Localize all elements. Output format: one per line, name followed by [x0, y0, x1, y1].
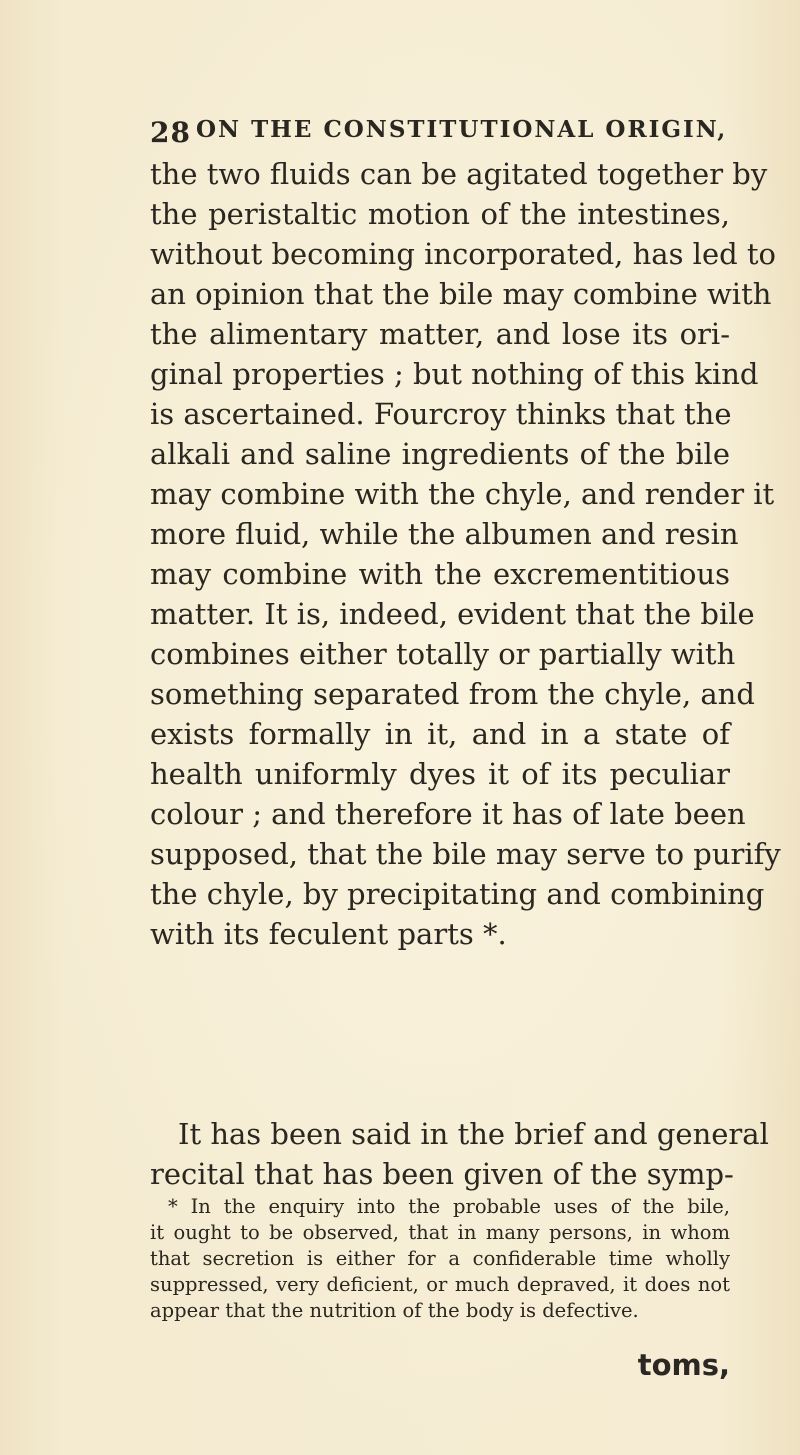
footnote [150, 1194, 730, 1324]
text-line: health uniformly dyes it of its peculiar [150, 757, 730, 791]
text-line: colour ; and therefore it has of late been [150, 797, 746, 831]
text-line: exists formally in it, and in a state of [150, 717, 730, 751]
text-line: may combine with the excrementitious [150, 557, 730, 591]
text-line: an opinion that the bile may combine with [150, 277, 772, 311]
text-line: ginal properties ; but nothing of this kind [150, 357, 759, 391]
text-line: with its feculent parts *. [150, 917, 507, 951]
text-line: It has been said in the brief and general [178, 1117, 769, 1151]
text-line: without becoming incorporated, has led to [150, 237, 777, 271]
running-head [196, 116, 727, 143]
text-line: is ascertained. Fourcroy thinks that the [150, 397, 732, 431]
running-title: ON THE CONSTITUTIONAL ORIGIN, [196, 116, 728, 143]
text-line: the peristaltic motion of the intestines, [150, 197, 730, 231]
footnote-line: appear that the nutrition of the body is defective. [150, 1299, 639, 1322]
footnote-line: that secretion is either for a confiderable time wholly [150, 1247, 730, 1270]
second-paragraph [150, 1114, 769, 1194]
footnote-line: it ought to be observed, that in many persons, in whom [150, 1221, 730, 1244]
text-line: alkali and saline ingredients of the bile [150, 437, 730, 471]
text-line: the chyle, by precipitating and combining [150, 877, 765, 911]
catchword: toms, [637, 1348, 730, 1382]
text-line: supposed, that the bile may serve to purify [150, 837, 781, 871]
text-line: the alimentary matter, and lose its ori- [150, 317, 730, 351]
footnote-line: * In the enquiry into the probable uses of the bile, [168, 1195, 730, 1218]
page-number: 28 [150, 116, 191, 149]
text-line: matter. It is, indeed, evident that the bile [150, 597, 755, 631]
main-paragraph [150, 154, 781, 954]
text-line: recital that has been given of the symp- [150, 1157, 734, 1191]
text-line: something separated from the chyle, and [150, 677, 755, 711]
footnote-line: suppressed, very deficient, or much depraved, it does not [150, 1273, 730, 1296]
text-line: the two fluids can be agitated together by [150, 157, 768, 191]
text-line: may combine with the chyle, and render it [150, 477, 775, 511]
text-line: combines either totally or partially with [150, 637, 736, 671]
text-line: more fluid, while the albumen and resin [150, 517, 739, 551]
